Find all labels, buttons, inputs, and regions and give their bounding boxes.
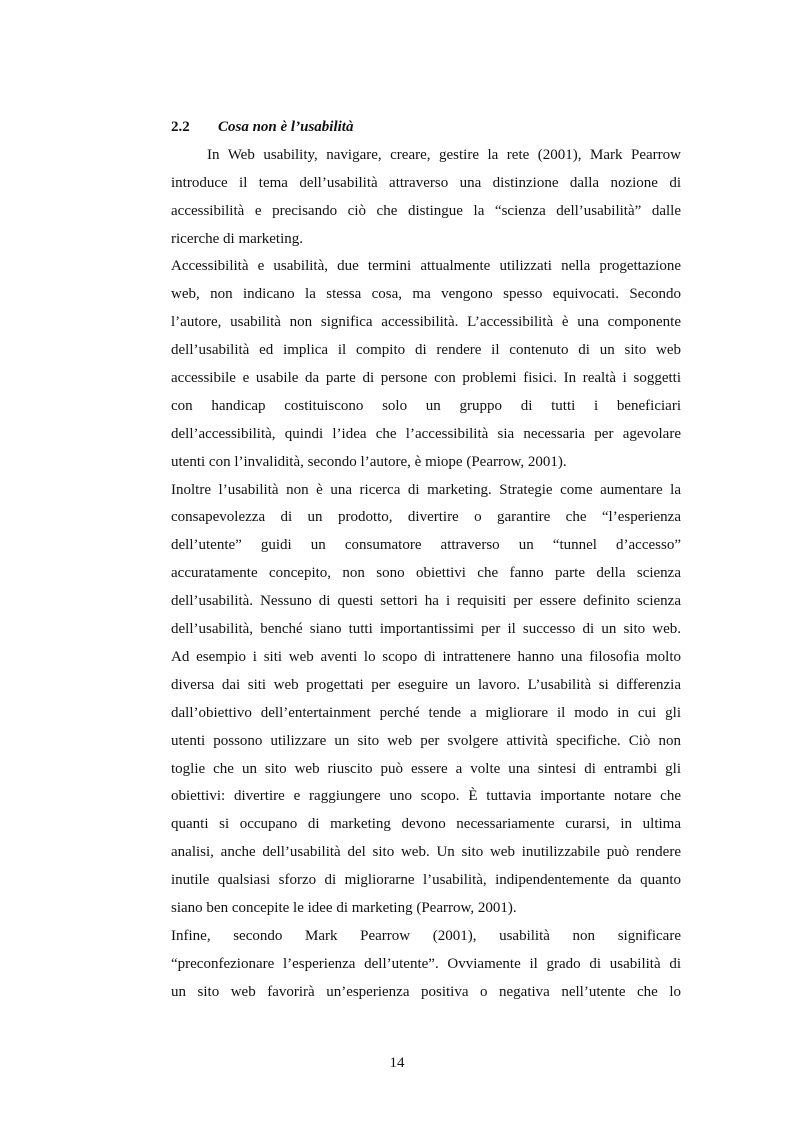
text-line: dell’usabilità, benché siano tutti importantissimi per il successo di un sito web.: [171, 621, 681, 638]
text-line: dell’accessibilità, quindi l’idea che l’accessibilità sia necessaria per agevolare: [171, 425, 681, 442]
paragraph-marketing: [171, 477, 681, 923]
text-line: quanti si occupano di marketing devono necessariamente curarsi, in ultima: [171, 816, 681, 833]
text-line: dell’usabilità ed implica il compito di rendere il contenuto di un sito web: [171, 342, 681, 359]
text-line: Inoltre l’usabilità non è una ricerca di marketing. Strategie come aumentare la: [171, 481, 681, 498]
text-line: consapevolezza di un prodotto, divertire o garantire che “l’esperienza: [171, 509, 681, 526]
text-line: web, non indicano la stessa cosa, ma vengono spesso equivocati. Secondo: [171, 286, 681, 303]
text-line: diversa dai siti web progettati per eseguire un lavoro. L’usabilità si differenzia: [171, 676, 681, 693]
text-line: dell’usabilità. Nessuno di questi settori ha i requisiti per essere definito scienza: [171, 593, 681, 610]
text-line: inutile qualsiasi sforzo di migliorarne l’usabilità, indipendentemente da quanto: [171, 872, 681, 889]
text-line: Ad esempio i siti web aventi lo scopo di intrattenere hanno una filosofia molto: [171, 648, 681, 665]
text-line: l’autore, usabilità non significa accessibilità. L’accessibilità è una componente: [171, 314, 681, 331]
paragraph-accessibility: [171, 253, 681, 476]
text-line: accessibile e usabile da parte di persone con problemi fisici. In realtà i soggetti: [171, 370, 681, 387]
section-number: 2.2: [171, 119, 190, 135]
text-line: Infine, secondo Mark Pearrow (2001), usabilità non significare: [171, 927, 681, 944]
text-line: obiettivi: divertire e raggiungere uno scopo. È tuttavia importante notare che: [171, 788, 681, 805]
text-line: con handicap costituiscono solo un gruppo di tutti i beneficiari: [171, 397, 681, 414]
text-line: ricerche di marketing.: [171, 230, 304, 247]
text-line: Accessibilità e usabilità, due termini attualmente utilizzati nella progettazione: [171, 258, 681, 275]
text-line: accessibilità e precisando ciò che distingue la “scienza dell’usabilità” dalle: [171, 202, 681, 219]
text-line: dell’utente” guidi un consumatore attraverso un “tunnel d’accesso”: [171, 537, 681, 554]
text-line: utenti con l’invalidità, secondo l’autore, è miope (Pearrow, 2001).: [171, 453, 567, 470]
text-line: un sito web favorirà un’esperienza positiva o negativa nell’utente che lo: [171, 983, 681, 1000]
text-line: siano ben concepite le idee di marketing (Pearrow, 2001).: [171, 899, 517, 916]
paragraph-web-usability: [171, 142, 681, 254]
text-line: dall’obiettivo dell’entertainment perché tende a migliorare il modo in cui gli: [171, 704, 681, 721]
text-line: In Web usability, navigare, creare, gestire la rete (2001), Mark Pearrow: [207, 146, 681, 163]
text-line: analisi, anche dell’usabilità del sito web. Un sito web inutilizzabile può rendere: [171, 844, 681, 861]
section-title: Cosa non è l’usabilità: [218, 119, 354, 135]
text-line: toglie che un sito web riuscito può essere a volte una sintesi di entrambi gli: [171, 760, 681, 777]
text-line: accuratamente concepito, non sono obiettivi che fanno parte della scienza: [171, 565, 681, 582]
text-line: “preconfezionare l’esperienza dell’utente”. Ovviamente il grado di usabilità di: [171, 955, 681, 972]
section-heading: [171, 114, 681, 142]
text-line: introduce il tema dell’usabilità attraverso una distinzione dalla nozione di: [171, 174, 681, 191]
text-line: utenti possono utilizzare un sito web per svolgere attività specifiche. Ciò non: [171, 732, 681, 749]
page-number: 14: [389, 1055, 405, 1071]
page-body: [171, 114, 681, 1007]
paragraph-conclusion: [171, 923, 681, 1007]
